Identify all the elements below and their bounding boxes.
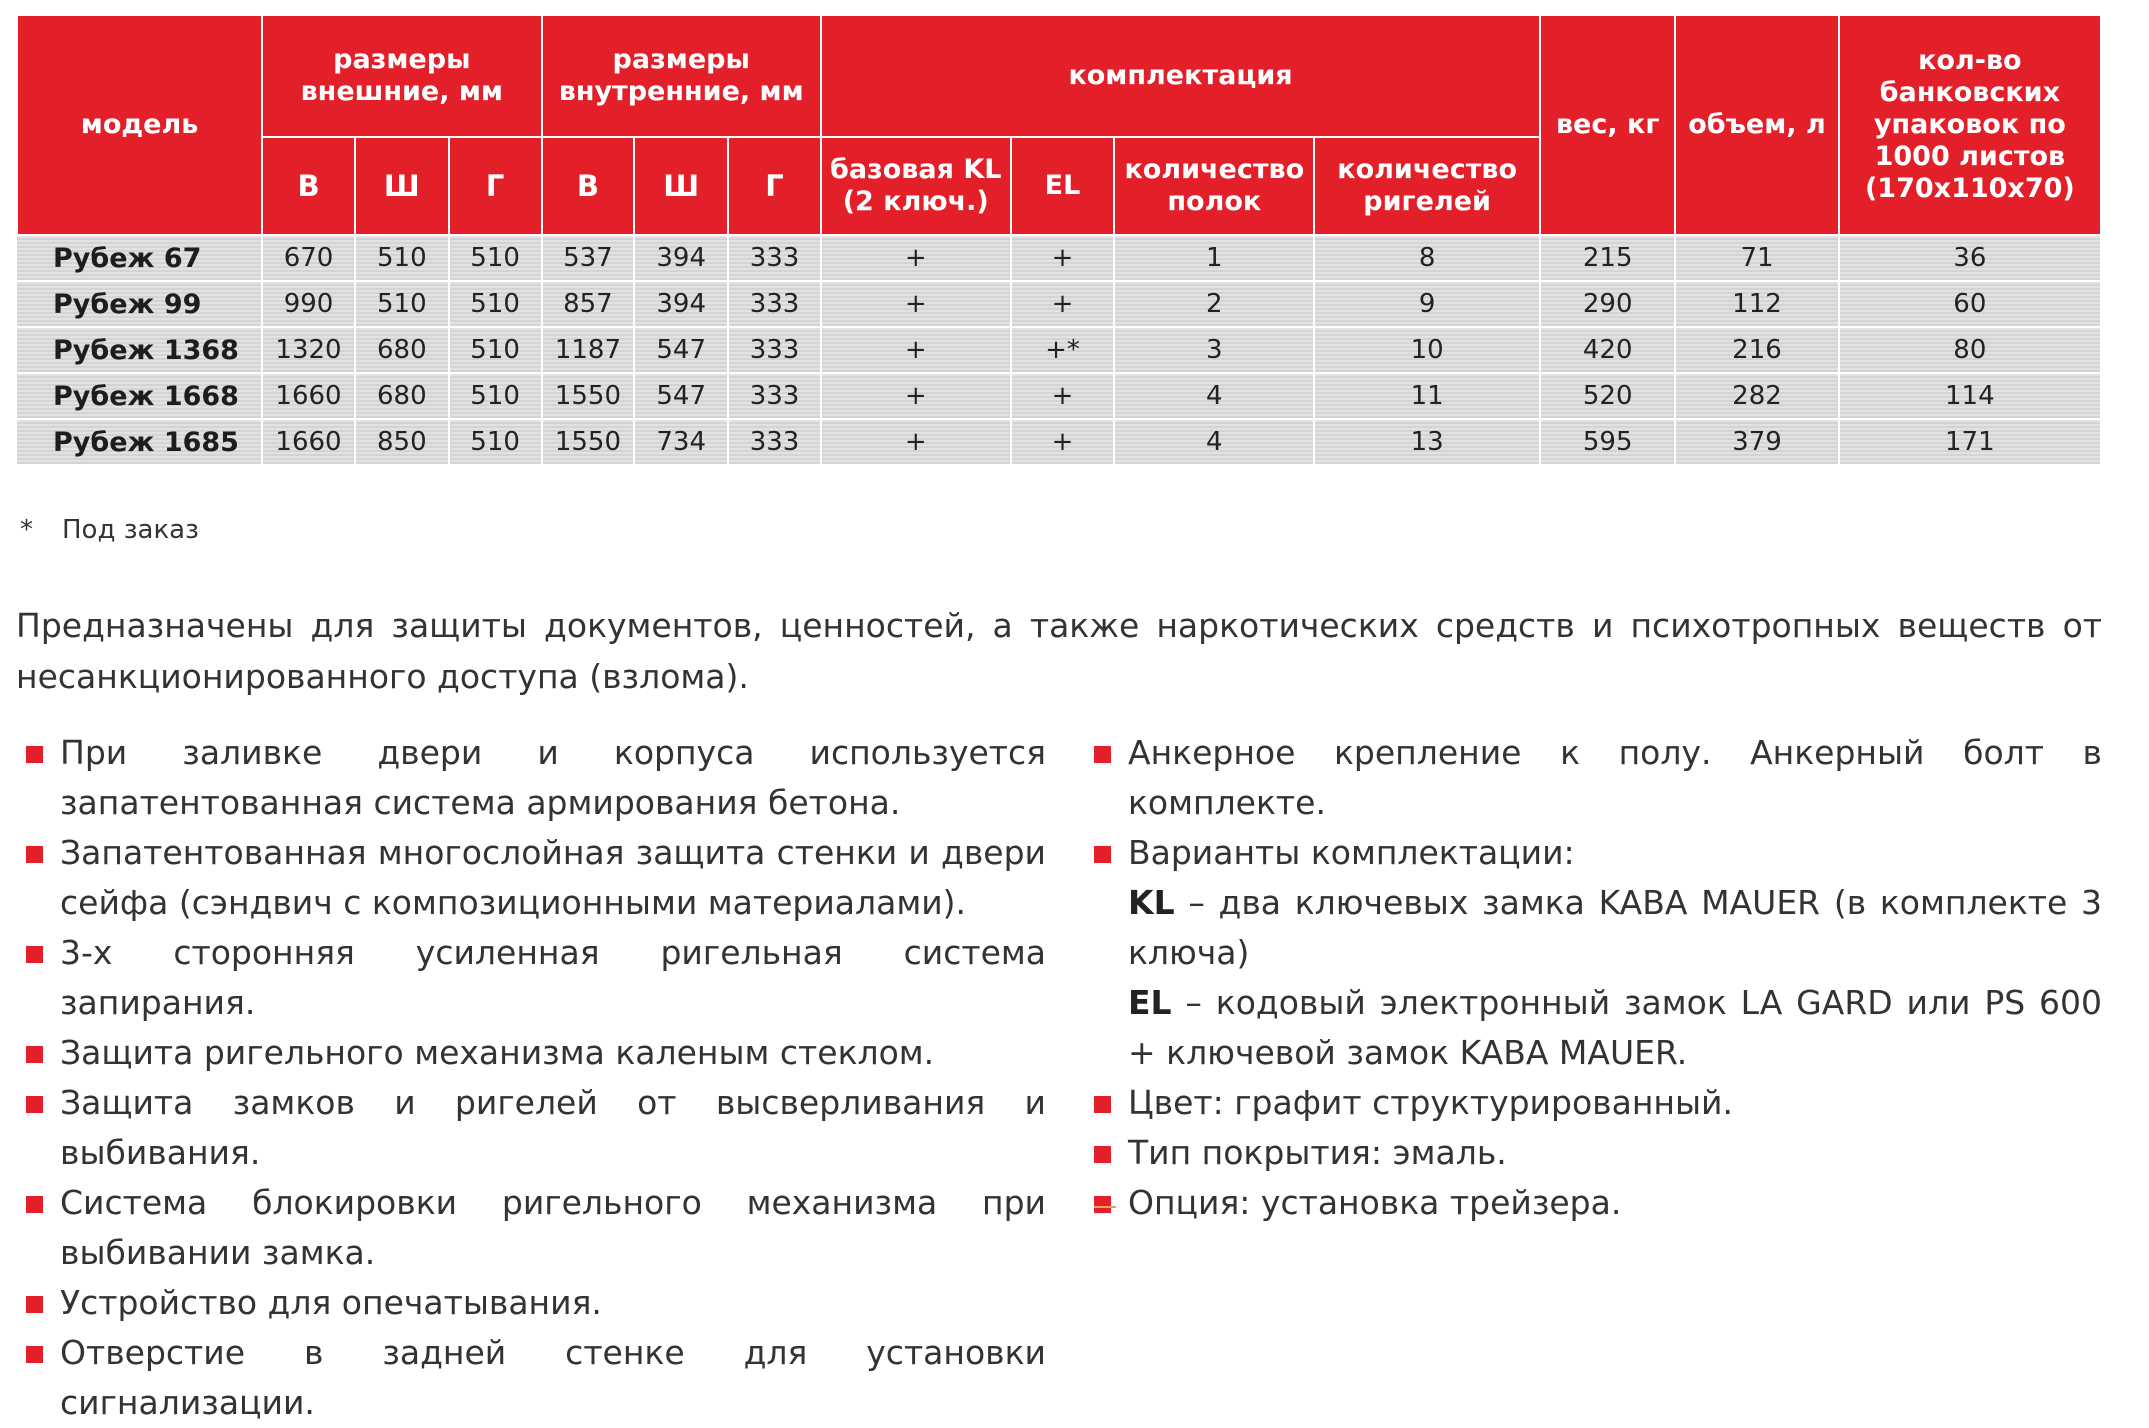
footnote: [20, 515, 199, 545]
list-item-text: Варианты комплектации:: [1128, 833, 1575, 872]
header-basic-kl: базовая KL (2 ключ.): [821, 137, 1011, 235]
list-item-text: Устройство для опечатывания.: [60, 1283, 602, 1322]
cell-outer-depth: 510: [449, 235, 542, 281]
header-inner-dims: размеры внутренние, мм: [542, 15, 821, 137]
cell-volume: 71: [1675, 235, 1838, 281]
cell-bolts: 10: [1314, 327, 1540, 373]
list-item-color: [1090, 1078, 2102, 1128]
header-outer-dims: размеры внешние, мм: [262, 15, 541, 137]
cell-weight: 420: [1540, 327, 1675, 373]
bullet-square-icon: [1094, 1196, 1111, 1213]
cell-outer-depth: 510: [449, 373, 542, 419]
cell-el: +: [1011, 235, 1115, 281]
features-list-right: [1090, 728, 2102, 1228]
cell-inner-height: 537: [542, 235, 635, 281]
list-item-text: Защита ригельного механизма каленым стеклом.: [60, 1033, 935, 1072]
list-item-anchor: [1090, 728, 2102, 828]
list-item-coating: [1090, 1128, 2102, 1178]
bullet-square-icon: [1094, 1096, 1111, 1113]
bullet-square-icon: [26, 1096, 43, 1113]
list-item-text: Тип покрытия: эмаль.: [1128, 1133, 1507, 1172]
cell-outer-height: 1660: [262, 373, 355, 419]
cell-el: +: [1011, 419, 1115, 465]
variant-el: [1090, 978, 2102, 1078]
list-item-text: Опция: установка трейзера.: [1128, 1183, 1622, 1222]
cell-inner-width: 734: [634, 419, 728, 465]
footnote-text: Под заказ: [62, 515, 199, 545]
list-item-text: 3-х сторонняя усиленная ригельная система запирания.: [60, 933, 1046, 1022]
cell-inner-depth: 333: [728, 419, 821, 465]
cell-shelves: 4: [1114, 419, 1314, 465]
table-body: [17, 235, 2101, 465]
variant-el-text: – кодовый электронный замок LA GARD или PS 600 + ключевой замок KABA MAUER.: [1128, 983, 2102, 1072]
cell-weight: 215: [1540, 235, 1675, 281]
bullet-square-icon: [26, 1046, 43, 1063]
cell-bolts: 13: [1314, 419, 1540, 465]
list-item-text: Отверстие в задней стенке для установки сигнализации.: [60, 1333, 1046, 1422]
cell-outer-height: 1660: [262, 419, 355, 465]
intro-paragraph: Предназначены для защиты документов, ценностей, а также наркотических средств и психотропных веществ от несанкционированного доступа (взлома).: [16, 606, 2102, 696]
list-item-text: Система блокировки ригельного механизма при выбивании замка.: [60, 1183, 1046, 1272]
table-row: [17, 327, 2101, 373]
header-volume: объем, л: [1675, 15, 1838, 235]
cell-packs: 114: [1839, 373, 2101, 419]
cell-outer-width: 510: [355, 281, 449, 327]
bullet-square-icon: [1094, 746, 1111, 763]
list-item-text: Запатентованная многослойная защита стенки и двери сейфа (сэндвич с композиционными материалами).: [60, 833, 1046, 922]
cell-weight: 290: [1540, 281, 1675, 327]
header-shelves: количество полок: [1114, 137, 1314, 235]
cell-inner-depth: 333: [728, 235, 821, 281]
cell-model: Рубеж 1368: [17, 327, 262, 373]
cell-volume: 216: [1675, 327, 1838, 373]
list-item-text: Анкерное крепление к полу. Анкерный болт в комплекте.: [1128, 733, 2102, 822]
variant-kl-text: – два ключевых замка KABA MAUER (в комплекте 3 ключа): [1128, 883, 2102, 972]
cell-packs: 36: [1839, 235, 2101, 281]
list-item-variants: [1090, 828, 2102, 878]
cell-basic-kl: +: [821, 281, 1011, 327]
cell-model: Рубеж 1685: [17, 419, 262, 465]
table-row: [17, 235, 2101, 281]
header-inner-width: Ш: [634, 137, 728, 235]
cell-inner-width: 547: [634, 373, 728, 419]
cell-inner-height: 1550: [542, 419, 635, 465]
cell-model: Рубеж 99: [17, 281, 262, 327]
bullet-square-icon: [26, 946, 43, 963]
cell-shelves: 4: [1114, 373, 1314, 419]
header-bolts: количество ригелей: [1314, 137, 1540, 235]
bullet-square-icon: [26, 1196, 43, 1213]
table-header-row: [17, 15, 2101, 137]
header-outer-width: Ш: [355, 137, 449, 235]
cell-inner-width: 394: [634, 235, 728, 281]
list-item: [22, 1328, 1046, 1428]
cell-outer-width: 510: [355, 235, 449, 281]
variant-el-label: EL: [1128, 983, 1172, 1022]
cell-outer-height: 1320: [262, 327, 355, 373]
cell-inner-height: 1187: [542, 327, 635, 373]
cell-inner-height: 857: [542, 281, 635, 327]
list-item: [22, 1078, 1046, 1178]
header-model: модель: [17, 15, 262, 235]
table-row: [17, 373, 2101, 419]
cell-inner-height: 1550: [542, 373, 635, 419]
footnote-mark: *: [20, 515, 33, 545]
cell-outer-width: 680: [355, 373, 449, 419]
cell-basic-kl: +: [821, 373, 1011, 419]
list-item: [22, 728, 1046, 828]
decorative-dash: [1094, 1206, 1116, 1208]
header-el: EL: [1011, 137, 1115, 235]
cell-outer-depth: 510: [449, 281, 542, 327]
cell-inner-depth: 333: [728, 373, 821, 419]
cell-el: +*: [1011, 327, 1115, 373]
list-item: [22, 928, 1046, 1028]
list-item: [22, 1028, 1046, 1078]
table-row: [17, 281, 2101, 327]
cell-packs: 80: [1839, 327, 2101, 373]
cell-volume: 379: [1675, 419, 1838, 465]
list-item-option: [1090, 1178, 2102, 1228]
cell-basic-kl: +: [821, 235, 1011, 281]
cell-inner-depth: 333: [728, 327, 821, 373]
cell-outer-depth: 510: [449, 419, 542, 465]
header-equipment: комплектация: [821, 15, 1540, 137]
features-list-left: [22, 728, 1046, 1428]
cell-inner-width: 547: [634, 327, 728, 373]
cell-basic-kl: +: [821, 419, 1011, 465]
cell-basic-kl: +: [821, 327, 1011, 373]
bullet-square-icon: [1094, 846, 1111, 863]
cell-bolts: 11: [1314, 373, 1540, 419]
cell-shelves: 2: [1114, 281, 1314, 327]
cell-bolts: 9: [1314, 281, 1540, 327]
cell-volume: 112: [1675, 281, 1838, 327]
list-item-text: Цвет: графит структурированный.: [1128, 1083, 1733, 1122]
header-inner-depth: Г: [728, 137, 821, 235]
cell-model: Рубеж 67: [17, 235, 262, 281]
list-item: [22, 1178, 1046, 1278]
cell-outer-height: 670: [262, 235, 355, 281]
table-row: [17, 419, 2101, 465]
bullet-square-icon: [26, 746, 43, 763]
cell-packs: 60: [1839, 281, 2101, 327]
cell-inner-width: 394: [634, 281, 728, 327]
cell-volume: 282: [1675, 373, 1838, 419]
cell-outer-width: 850: [355, 419, 449, 465]
list-item: [22, 828, 1046, 928]
bullet-square-icon: [26, 1296, 43, 1313]
bullet-square-icon: [1094, 1146, 1111, 1163]
cell-weight: 520: [1540, 373, 1675, 419]
bullet-square-icon: [26, 846, 43, 863]
cell-el: +: [1011, 373, 1115, 419]
cell-shelves: 1: [1114, 235, 1314, 281]
header-outer-height: В: [262, 137, 355, 235]
cell-packs: 171: [1839, 419, 2101, 465]
cell-weight: 595: [1540, 419, 1675, 465]
cell-outer-height: 990: [262, 281, 355, 327]
spec-table: [16, 14, 2102, 466]
bullet-square-icon: [26, 1346, 43, 1363]
variant-kl: [1090, 878, 2102, 978]
header-packs: кол-во банковских упаковок по 1000 листов (170x110x70): [1839, 15, 2101, 235]
list-item-text: При заливке двери и корпуса используется запатентованная система армирования бетона.: [60, 733, 1046, 822]
cell-outer-width: 680: [355, 327, 449, 373]
variant-kl-label: KL: [1128, 883, 1175, 922]
header-weight: вес, кг: [1540, 15, 1675, 235]
list-item-text: Защита замков и ригелей от высверливания и выбивания.: [60, 1083, 1046, 1172]
header-inner-height: В: [542, 137, 635, 235]
cell-bolts: 8: [1314, 235, 1540, 281]
cell-model: Рубеж 1668: [17, 373, 262, 419]
header-outer-depth: Г: [449, 137, 542, 235]
cell-outer-depth: 510: [449, 327, 542, 373]
cell-el: +: [1011, 281, 1115, 327]
cell-inner-depth: 333: [728, 281, 821, 327]
cell-shelves: 3: [1114, 327, 1314, 373]
